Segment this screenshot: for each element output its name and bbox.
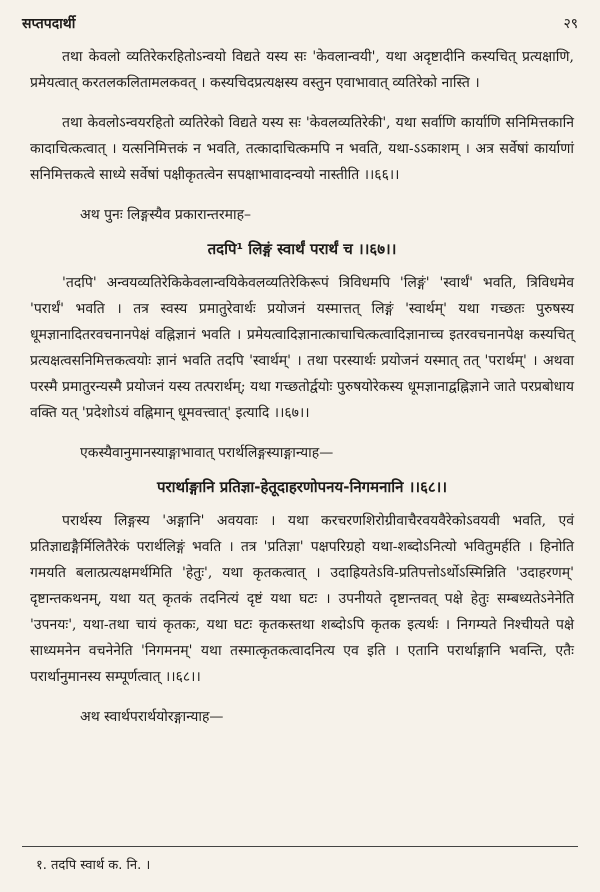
page-body xyxy=(30,44,574,730)
intro-line-3: अथ स्वार्थपरार्थयोरङ्गान्याह— xyxy=(80,709,224,725)
footnote: १. तदपि स्वार्थ क. नि. । xyxy=(36,858,151,873)
sutra-68: परार्थाङ्गानि प्रतिज्ञा-हेतूदाहरणोपनय-निगमनानि ।।६८।। xyxy=(156,478,448,496)
running-title: सप्तपदार्थी xyxy=(22,15,76,32)
sutra-67: तदपि¹ लिङ्गं स्वार्थं परार्थं च ।।६७।। xyxy=(207,240,397,258)
running-header xyxy=(22,12,578,34)
page-number: २९ xyxy=(563,15,578,32)
footnote-divider xyxy=(22,846,578,847)
intro-line-1: अथ पुनः लिङ्गस्यैव प्रकारान्तरमाह– xyxy=(80,207,252,223)
intro-line-2: एकस्यैवानुमानस्याङ्गाभावात् परार्थलिङ्गस्याङ्गान्याह— xyxy=(80,445,334,461)
paragraph-kevalavyatireki: तथा केवलोऽन्वयरहितो व्यतिरेको विद्यते यस्य सः 'केवलव्यतिरेकी', यथा सर्वाणि कार्याणि सनिमित्तकानि कादाचित्कत्वात् । यत्सनिमित्तकं न भवति, तत्कादाचित्कमपि न भवति, यथा-ऽऽकाशम् । अत्र सर्वेषां कार्याणां सनिमित्तकत्वे साध्ये सर्वेषां पक्षीकृतत्वेन सपक्षाभावादन्वयो नास्तीति ।।६६।। xyxy=(30,115,574,183)
commentary-68: परार्थस्य लिङ्गस्य 'अङ्गानि' अवयवाः । यथा करचरणशिरोग्रीवाचैरवयवैरेकोऽवयवी भवति, एवं प्रतिज्ञाद्यङ्गैर्मिलितैरेकं परार्थलिङ्गं भवति । तत्र 'प्रतिज्ञा' पक्षपरिग्रहो यथा-शब्दोऽनित्यो भवितुमर्हति । हिनोति गमयति बलात्प्रत्यक्षमर्थमिति 'हेतुः', यथा कृतकत्वात् । उदाह्रियतेऽवि-प्रतिपत्तोऽर्थोऽस्मिन्निति 'उदाहरणम्' दृष्टान्तकथनम्, यथा यत् कृतकं तदनित्यं दृष्टं यथा घटः । उपनीयते दृष्टान्तवत् पक्षे हेतुः सम्बध्यतेऽनेनेति 'उपनयः', यथा-तथा चायं कृतकः, यथा घटः कृतकस्तथा शब्दोऽपि कृतक इत्यर्थः । निगम्यते निश्चीयते पक्षे साध्यमनेन वचनेनेति 'निगमनम्' यथा तस्मात्कृतकत्वादनित्य एव इति । एतानि परार्थाङ्गानि भवन्ति, एतैः परार्थानुमानस्य सम्पूर्णत्वात् ।।६८।। xyxy=(30,513,574,685)
paragraph-kevalanvayi: तथा केवलो व्यतिरेकरहितोऽन्वयो विद्यते यस्य सः 'केवलान्वयी', यथा अदृष्टादीनि कस्यचित् प्रत्यक्षाणि, प्रमेयत्वात् करतलकलितामलकवत् । कस्यचिदप्रत्यक्षस्य वस्तुन एवाभावात् व्यतिरेको नास्ति । xyxy=(30,49,574,91)
commentary-67: 'तदपि' अन्वयव्यतिरेकिकेवलान्वयिकेवलव्यतिरेकिरूपं त्रिविधमपि 'लिङ्गं' 'स्वार्थं' भवति, त्रिविधमेव 'परार्थं' भवति । तत्र स्वस्य प्रमातुरेवार्थः प्रयोजनं यस्मात्तत् लिङ्गं 'स्वार्थम्' यथा गच्छतः पुरुषस्य धूमज्ञानादितरवचनानपेक्षं वह्निज्ञानं भवति । प्रमेयत्वादिज्ञानात्काचाचित्कत्वादिज्ञानाच्च इतरवचनानपेक्ष कस्यचित् प्रत्यक्षत्वसनिमित्तकत्वयोः ज्ञानं भवति तदपि 'स्वार्थम्' । तथा परस्यार्थः प्रयोजनं यस्मात् तत् 'परार्थम्' । अथवा परस्मै प्रमातुरन्यस्मै प्रयोजनं यस्य तत्परार्थम्; यथा गच्छतोर्द्वयोः पुरुषयोरेकस्य धूमज्ञानाद्वह्निज्ञाने जाते परप्रबोधाय वक्ति यत् 'प्रदेशोऽयं वह्निमान् धूमवत्त्वात्' इत्यादि ।।६७।। xyxy=(30,275,574,421)
